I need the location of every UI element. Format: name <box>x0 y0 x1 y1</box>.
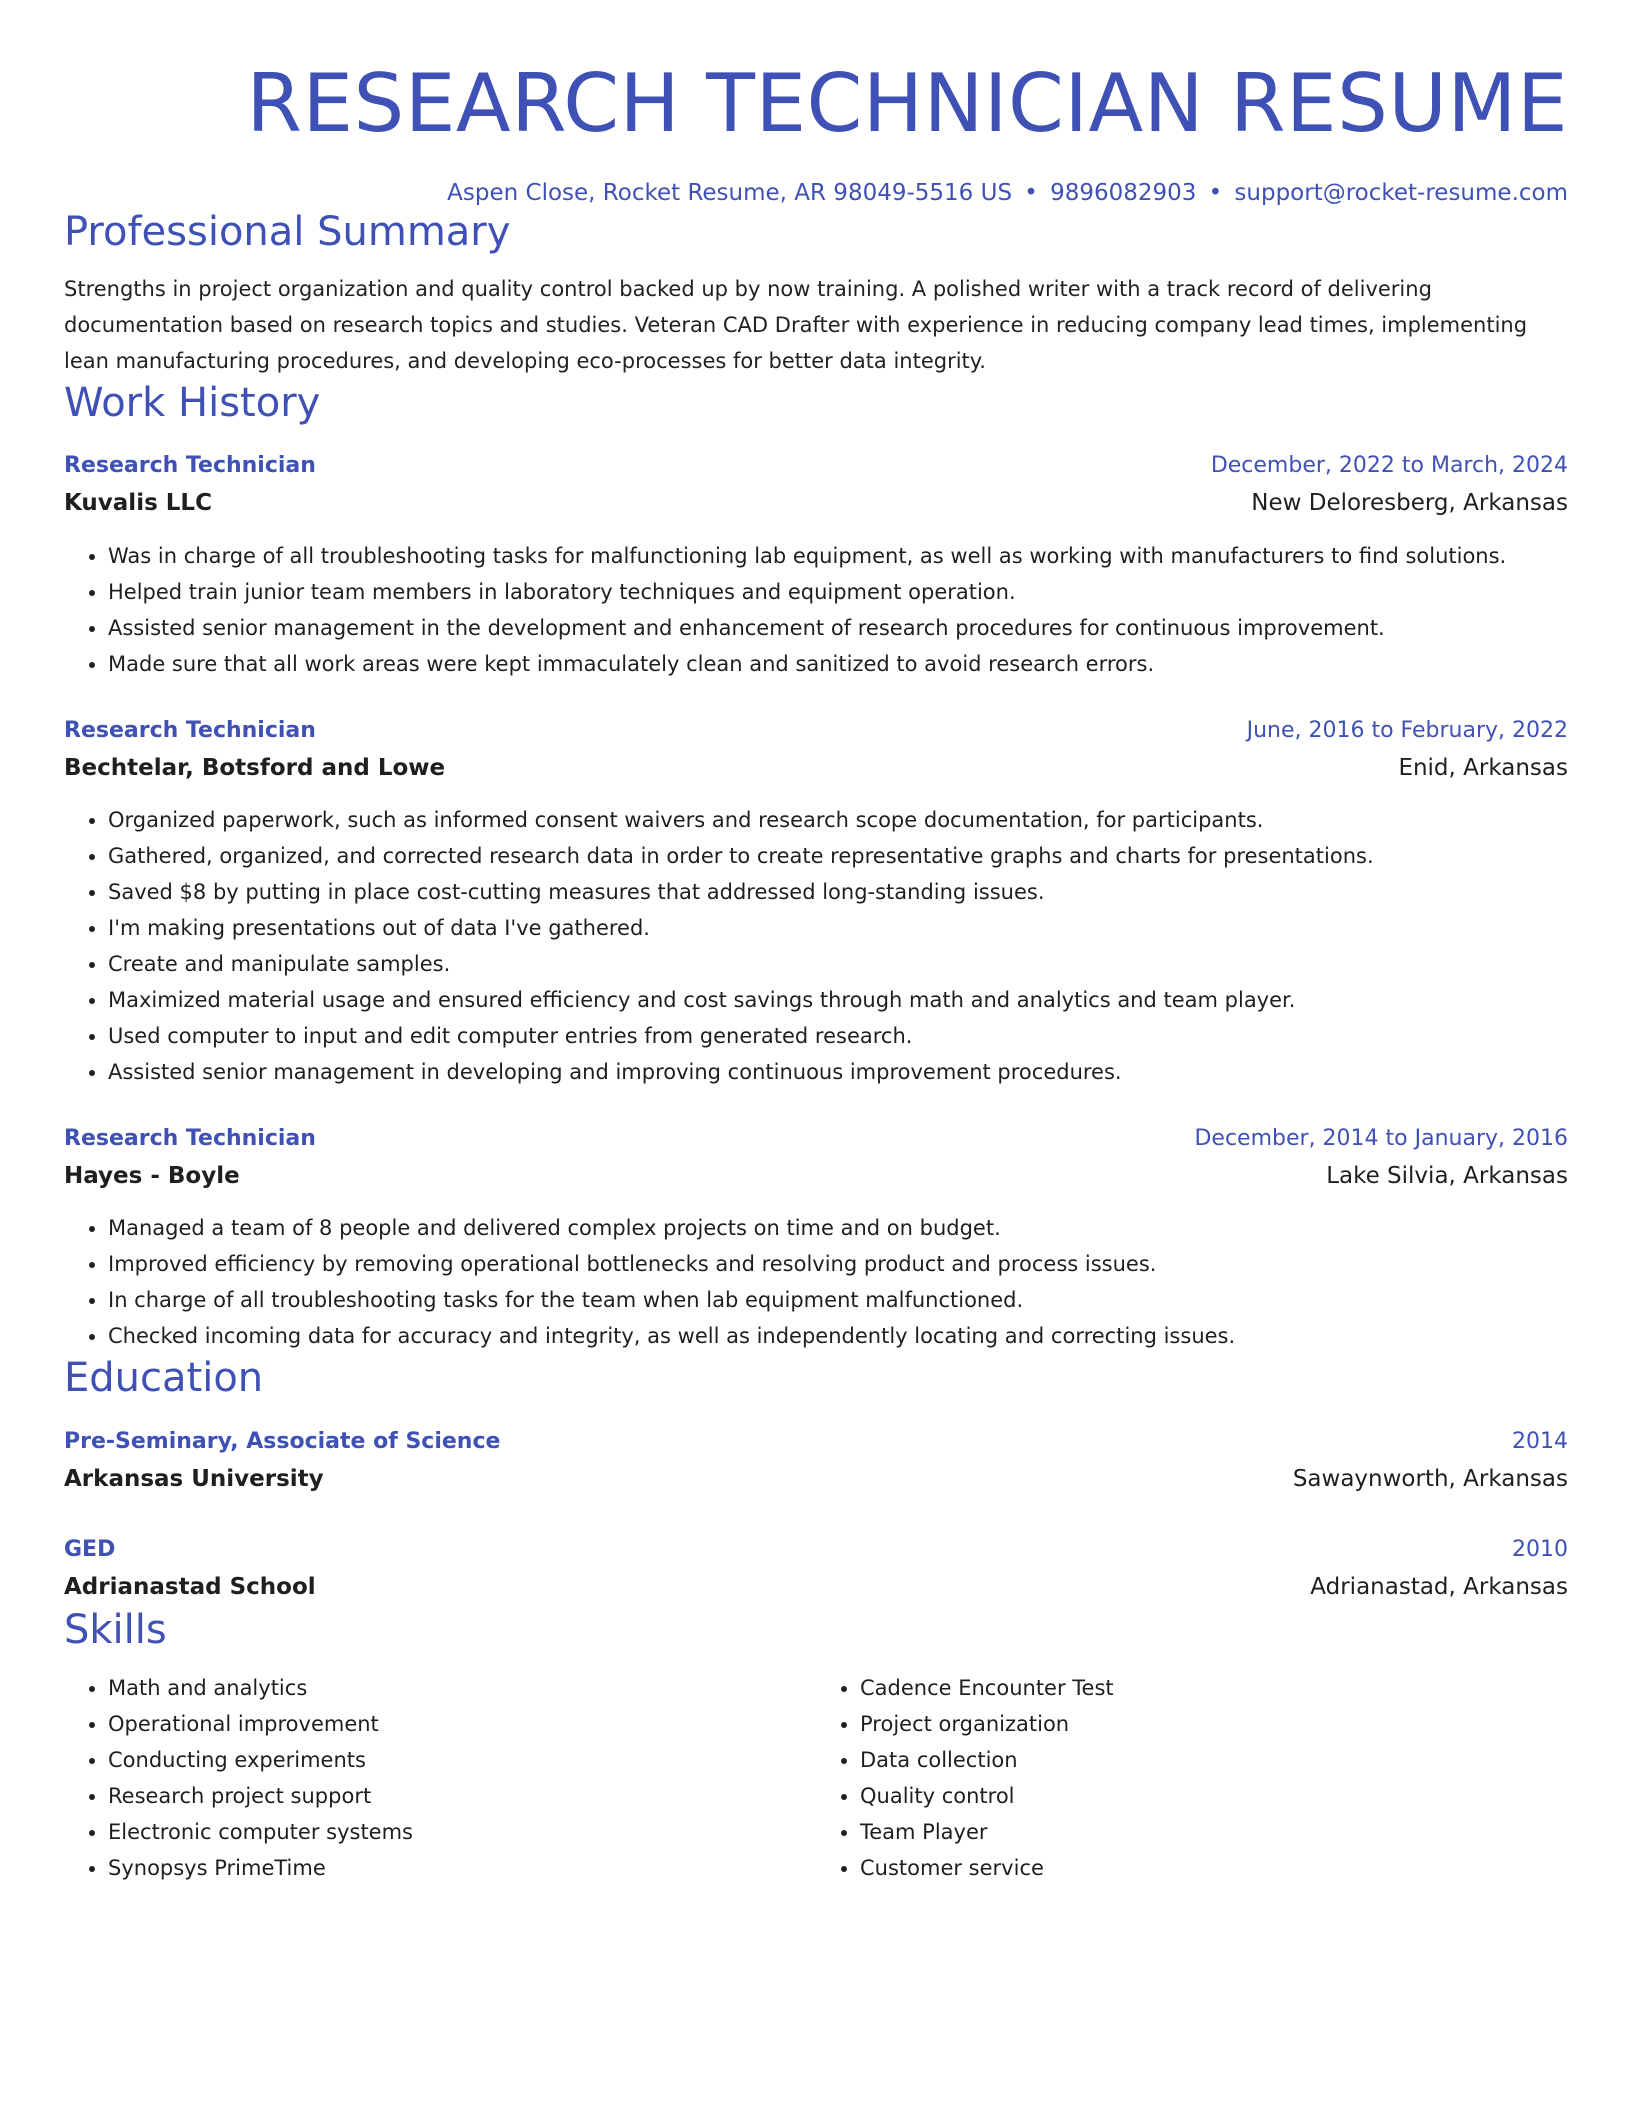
work-history-heading: Work History <box>64 380 321 426</box>
job-location: Enid, Arkansas <box>1398 755 1568 781</box>
job-location: New Deloresberg, Arkansas <box>1251 490 1568 516</box>
skill-item: • Data collection <box>860 1742 1568 1778</box>
job-bullet: • Assisted senior management in developing and improving continuous improvement procedures. <box>108 1054 1568 1090</box>
job-header <box>64 713 1568 749</box>
summary-text: Strengths in project organization and quality control backed up by now training. A polished writer with a track record of delivering documentation based on research topics and studies. Veteran CAD Drafter with experience in reducing company lead times, implementing lean manufacturing procedures, and developing eco-processes for better data integrity. <box>64 277 1528 373</box>
job-header <box>64 448 1568 484</box>
education-subheader <box>64 1568 1568 1606</box>
job-dates: December, 2022 to March, 2024 <box>1210 453 1568 478</box>
job-title: Research Technician <box>64 718 316 743</box>
education-year: 2014 <box>1512 1429 1568 1454</box>
job-bullets <box>64 802 1568 1090</box>
job-bullet: • I'm making presentations out of data I've gathered. <box>108 910 1568 946</box>
skill-item: • Conducting experiments <box>108 1742 816 1778</box>
education-location: Adrianastad, Arkansas <box>1310 1574 1568 1600</box>
skill-item: • Project organization <box>860 1706 1568 1742</box>
education-degree: GED <box>64 1537 116 1562</box>
skills-grid <box>64 1670 1568 1886</box>
resume-page <box>64 0 1568 1886</box>
education-subheader <box>64 1460 1568 1498</box>
job-title: Research Technician <box>64 1126 316 1151</box>
education-year: 2010 <box>1512 1537 1568 1562</box>
skills-column-left <box>64 1670 816 1886</box>
job-bullet: • Gathered, organized, and corrected research data in order to create representative graphs and charts for presentations. <box>108 838 1568 874</box>
job-bullet: • Organized paperwork, such as informed consent waivers and research scope documentation, for participants. <box>108 802 1568 838</box>
skill-item: • Electronic computer systems <box>108 1814 816 1850</box>
job-entry <box>64 1121 1568 1354</box>
education-location: Sawaynworth, Arkansas <box>1292 1466 1568 1492</box>
job-bullet: • Saved $8 by putting in place cost-cutting measures that addressed long-standing issues. <box>108 874 1568 910</box>
job-location: Lake Silvia, Arkansas <box>1326 1163 1568 1189</box>
skill-item: • Cadence Encounter Test <box>860 1670 1568 1706</box>
education-degree: Pre-Seminary, Associate of Science <box>64 1429 501 1454</box>
job-dates: December, 2014 to January, 2016 <box>1194 1126 1568 1151</box>
job-subheader <box>64 484 1568 522</box>
job-bullet: • Checked incoming data for accuracy and integrity, as well as independently locating and correcting issues. <box>108 1318 1568 1354</box>
job-bullets <box>64 538 1568 682</box>
contact-separator: • <box>1208 180 1223 206</box>
contact-phone: 9896082903 <box>1050 180 1197 206</box>
job-bullet: • Helped train junior team members in laboratory techniques and equipment operation. <box>108 574 1568 610</box>
skills-column-right <box>816 1670 1568 1886</box>
job-bullet: • Used computer to input and edit computer entries from generated research. <box>108 1018 1568 1054</box>
job-company: Kuvalis LLC <box>64 490 212 516</box>
education-header <box>64 1532 1568 1568</box>
page-title: RESEARCH TECHNICIAN RESUME <box>246 57 1568 150</box>
skill-item: • Quality control <box>860 1778 1568 1814</box>
job-bullet: • Assisted senior management in the development and enhancement of research procedures for continuous improvement. <box>108 610 1568 646</box>
education-entry <box>64 1532 1568 1606</box>
job-dates: June, 2016 to February, 2022 <box>1246 718 1568 743</box>
skill-item: • Operational improvement <box>108 1706 816 1742</box>
education-heading: Education <box>64 1355 264 1401</box>
skill-item: • Synopsys PrimeTime <box>108 1850 816 1886</box>
job-entry <box>64 448 1568 682</box>
skill-item: • Math and analytics <box>108 1670 816 1706</box>
education-entry <box>64 1424 1568 1498</box>
job-bullet: • Maximized material usage and ensured efficiency and cost savings through math and analytics and team player. <box>108 982 1568 1018</box>
education-school: Arkansas University <box>64 1466 324 1492</box>
education-header <box>64 1424 1568 1460</box>
contact-email: support@rocket-resume.com <box>1234 180 1568 206</box>
job-subheader <box>64 749 1568 787</box>
contact-separator: • <box>1024 180 1038 206</box>
contact-address: Aspen Close, Rocket Resume, AR 98049-5516 US <box>447 180 1013 206</box>
contact-line <box>64 178 1568 208</box>
job-entry <box>64 713 1568 1090</box>
skills-heading: Skills <box>64 1607 167 1653</box>
job-bullet: • Improved efficiency by removing operational bottlenecks and resolving product and process issues. <box>108 1246 1568 1282</box>
job-bullet: • Create and manipulate samples. <box>108 946 1568 982</box>
job-subheader <box>64 1157 1568 1195</box>
job-bullet: • Was in charge of all troubleshooting tasks for malfunctioning lab equipment, as well as working with manufacturers to find solutions. <box>108 538 1568 574</box>
job-bullet: • Managed a team of 8 people and delivered complex projects on time and on budget. <box>108 1210 1568 1246</box>
job-title: Research Technician <box>64 453 316 478</box>
skill-item: • Research project support <box>108 1778 816 1814</box>
job-bullet: • Made sure that all work areas were kept immaculately clean and sanitized to avoid research errors. <box>108 646 1568 682</box>
education-school: Adrianastad School <box>64 1574 316 1600</box>
job-bullet: • In charge of all troubleshooting tasks for the team when lab equipment malfunctioned. <box>108 1282 1568 1318</box>
job-bullets <box>64 1210 1568 1354</box>
job-company: Hayes - Boyle <box>64 1163 240 1189</box>
summary-heading: Professional Summary <box>64 209 511 255</box>
skill-item: • Team Player <box>860 1814 1568 1850</box>
skill-item: • Customer service <box>860 1850 1568 1886</box>
job-company: Bechtelar, Botsford and Lowe <box>64 755 446 781</box>
job-header <box>64 1121 1568 1157</box>
